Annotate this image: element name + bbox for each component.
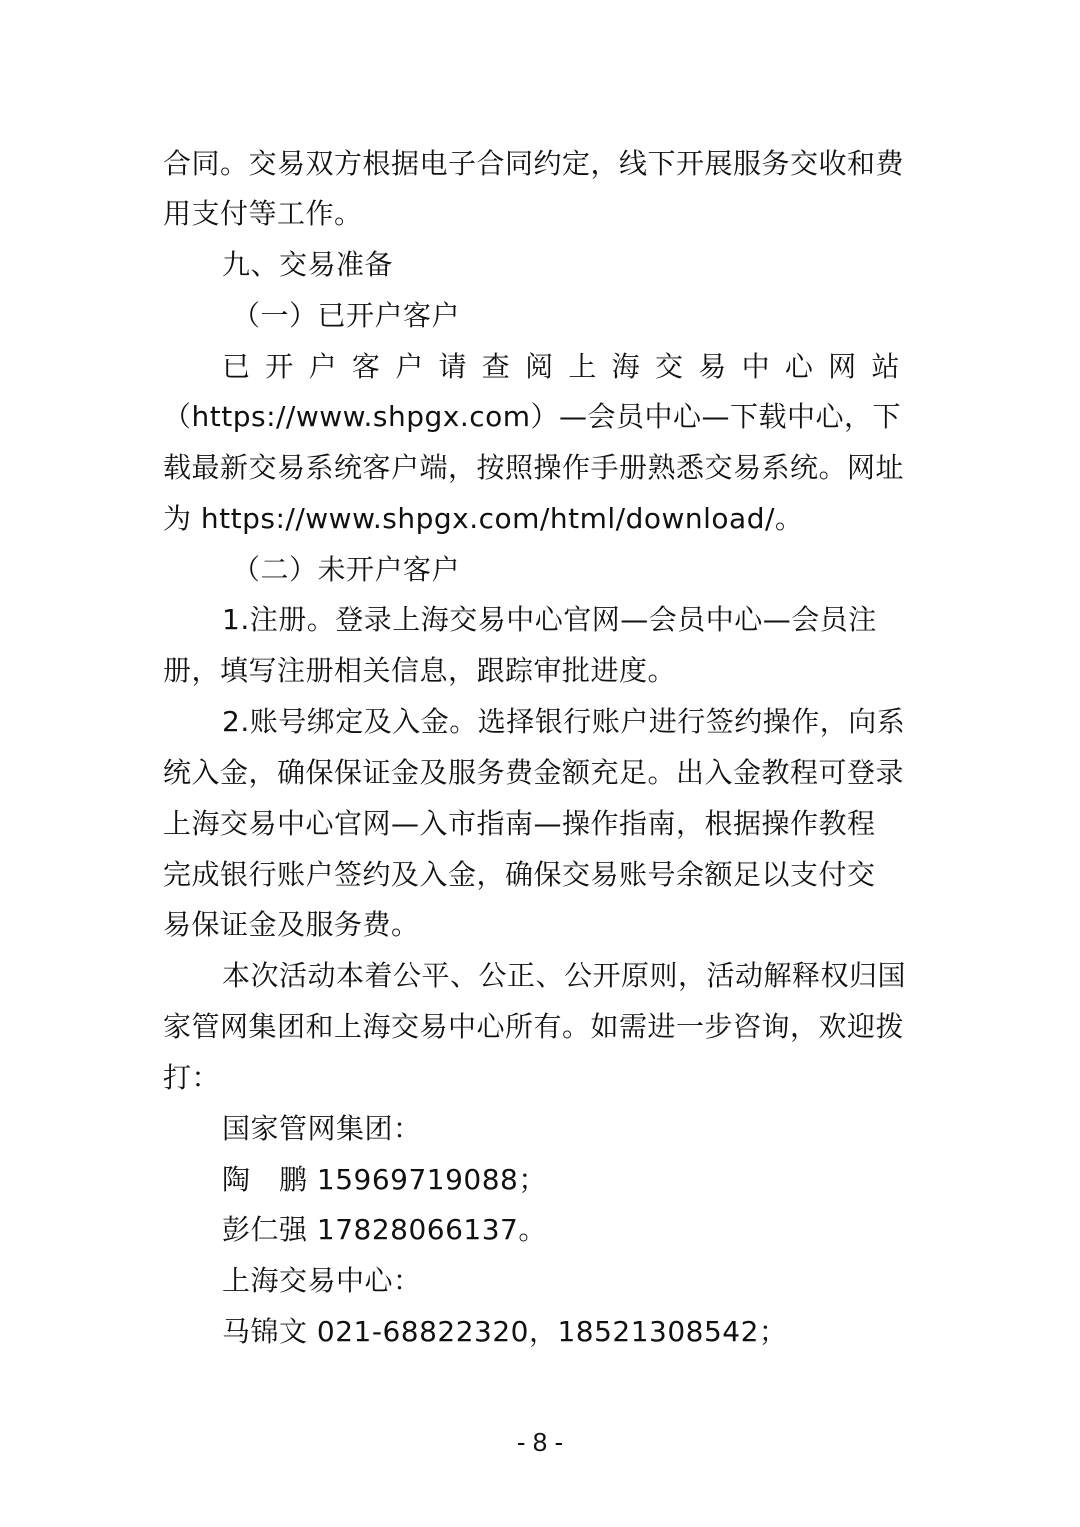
page-number: - 8 - — [516, 1427, 564, 1457]
paragraph-line: 统入金，确保保证金及服务费金额充足。出入金教程可登录 — [163, 756, 905, 789]
paragraph-line: 册，填写注册相关信息，跟踪审批进度。 — [163, 654, 677, 687]
char: 已 — [222, 350, 251, 383]
contact-org: 国家管网集团： — [222, 1112, 422, 1145]
subsection-heading: （二）未开户客户 — [232, 553, 461, 586]
paragraph-line: 合同。交易双方根据电子合同约定，线下开展服务交收和费 — [163, 147, 905, 180]
char: 网 — [828, 350, 857, 383]
char: 户 — [308, 350, 338, 383]
paragraph-line: 打： — [163, 1061, 221, 1094]
paragraph-line: 易保证金及服务费。 — [163, 908, 420, 941]
char: 心 — [784, 350, 814, 383]
char: 开 — [265, 350, 294, 383]
paragraph-line: 完成银行账户签约及入金，确保交易账号余额足以支付交 — [163, 858, 876, 891]
char: 易 — [698, 350, 727, 383]
paragraph-line: 1.注册。登录上海交易中心官网—会员中心—会员注 — [222, 603, 877, 636]
paragraph-line-justified — [222, 347, 900, 387]
contact-entry: 陶 鹏 15969719088； — [222, 1163, 547, 1196]
paragraph-line: 用支付等工作。 — [163, 197, 363, 230]
paragraph-line: 家管网集团和上海交易中心所有。如需进一步咨询，欢迎拨 — [163, 1010, 905, 1043]
section-heading: 九、交易准备 — [222, 248, 394, 281]
paragraph-line: 2.账号绑定及入金。选择银行账户进行签约操作，向系 — [222, 705, 906, 738]
char: 交 — [654, 350, 684, 383]
char: 中 — [741, 350, 771, 383]
char: 户 — [395, 350, 424, 383]
paragraph-line: 本次活动本着公平、公正、公开原则，活动解释权归国 — [222, 959, 907, 992]
char: 站 — [871, 350, 900, 383]
char: 海 — [611, 350, 641, 383]
paragraph-line: 载最新交易系统客户端，按照操作手册熟悉交易系统。网址 — [163, 451, 905, 484]
paragraph-line: （https://www.shpgx.com）—会员中心—下载中心，下 — [163, 400, 902, 433]
contact-entry: 彭仁强 17828066137。 — [222, 1213, 547, 1246]
char: 阅 — [525, 350, 554, 383]
contact-org: 上海交易中心： — [222, 1264, 422, 1297]
char: 上 — [568, 350, 597, 383]
paragraph-line: 上海交易中心官网—入市指南—操作指南，根据操作教程 — [163, 807, 876, 840]
contact-entry: 马锦文 021-68822320，18521308542； — [222, 1315, 788, 1348]
char: 查 — [481, 350, 511, 383]
paragraph-line: 为 https://www.shpgx.com/html/download/。 — [163, 502, 804, 535]
char: 请 — [438, 350, 467, 383]
subsection-heading: （一）已开户客户 — [232, 299, 461, 332]
char: 客 — [351, 350, 381, 383]
